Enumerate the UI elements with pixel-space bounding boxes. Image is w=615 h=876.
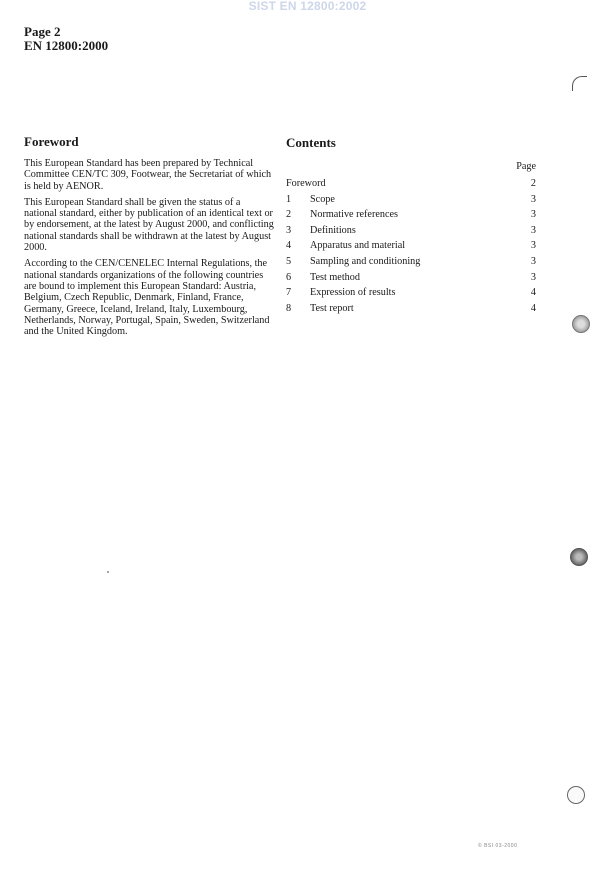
toc-entry-page: 4 bbox=[530, 302, 536, 314]
toc-entry-page: 3 bbox=[530, 224, 536, 236]
toc-entry-title: Test method bbox=[310, 271, 360, 283]
toc-entry-title: Apparatus and material bbox=[310, 240, 406, 252]
toc-entry-page: 3 bbox=[530, 271, 536, 283]
foreword-paragraph: According to the CEN/CENELEC Internal Regulations, the national standards organizations of the following countries are bound to implement this European Standard: Austria, Belgium, Czech Republic, Denmark, Finland, France, Germany, Greece, Iceland, Ireland, Italy, Luxembourg, Netherlands, Norway, Portugal, Spain, Sweden, Switzerland and the United Kingdom. bbox=[24, 258, 270, 338]
toc-entry bbox=[286, 285, 536, 301]
toc-entries bbox=[286, 176, 536, 316]
toc-entry-title: Expression of results bbox=[310, 287, 396, 299]
toc-entry-title: Sampling and conditioning bbox=[310, 255, 421, 267]
toc-entry-page: 3 bbox=[530, 255, 536, 267]
toc-entry-number: 5 bbox=[286, 255, 292, 267]
corner-scan-mark bbox=[572, 76, 587, 91]
document-watermark: SIST EN 12800:2002 bbox=[248, 0, 367, 13]
toc-entry bbox=[286, 192, 536, 208]
toc-entry-number: 1 bbox=[286, 193, 292, 205]
toc-entry-number: 4 bbox=[286, 240, 292, 252]
toc-entry-title: Scope bbox=[310, 193, 335, 205]
table-of-contents bbox=[286, 161, 536, 316]
toc-entry-page: 3 bbox=[530, 193, 536, 205]
foreword-paragraph: This European Standard shall be given the status of a national standard, either by publication of an identical text or by endorsement, at the latest by August 2000, and conflicting national standards shall be withdrawn at the latest by August 2000. bbox=[24, 196, 274, 254]
foreword-heading: Foreword bbox=[24, 134, 79, 149]
standard-number: EN 12800:2000 bbox=[24, 38, 109, 53]
contents-heading: Contents bbox=[286, 135, 336, 150]
toc-entry-number: 8 bbox=[286, 302, 292, 314]
punch-hole bbox=[570, 548, 588, 566]
toc-entry-page: 2 bbox=[530, 178, 536, 189]
toc-entry-number: 2 bbox=[286, 209, 292, 221]
toc-entry-page: 3 bbox=[530, 240, 536, 252]
footer-copyright: © BSI 03-2000 bbox=[478, 843, 518, 849]
foreword-paragraph: This European Standard has been prepared by Technical Committee CEN/TC 309, Footwear, the Secretariat of which is held by AENOR. bbox=[24, 158, 272, 192]
toc-page-column-label: Page bbox=[516, 161, 536, 172]
toc-entry-title: Normative references bbox=[310, 209, 398, 221]
toc-entry bbox=[286, 254, 536, 270]
toc-entry bbox=[286, 223, 536, 239]
punch-hole bbox=[572, 315, 590, 333]
foreword-body bbox=[24, 158, 274, 342]
toc-entry-title: Foreword bbox=[286, 178, 326, 189]
toc-entry-page: 3 bbox=[530, 209, 536, 221]
toc-entry-title: Definitions bbox=[310, 224, 356, 236]
punch-hole bbox=[567, 786, 585, 804]
toc-entry bbox=[286, 176, 536, 192]
toc-entry-title: Test report bbox=[310, 302, 354, 314]
toc-entry-number: 3 bbox=[286, 224, 292, 236]
page-header bbox=[24, 25, 108, 53]
toc-entry-number: 7 bbox=[286, 287, 292, 299]
toc-entry bbox=[286, 301, 536, 317]
page-number: Page 2 bbox=[24, 24, 61, 39]
toc-entry bbox=[286, 270, 536, 286]
toc-entry bbox=[286, 238, 536, 254]
toc-entry-page: 4 bbox=[530, 287, 536, 299]
scan-speck bbox=[107, 571, 109, 573]
toc-entry-number: 6 bbox=[286, 271, 292, 283]
toc-entry bbox=[286, 207, 536, 223]
